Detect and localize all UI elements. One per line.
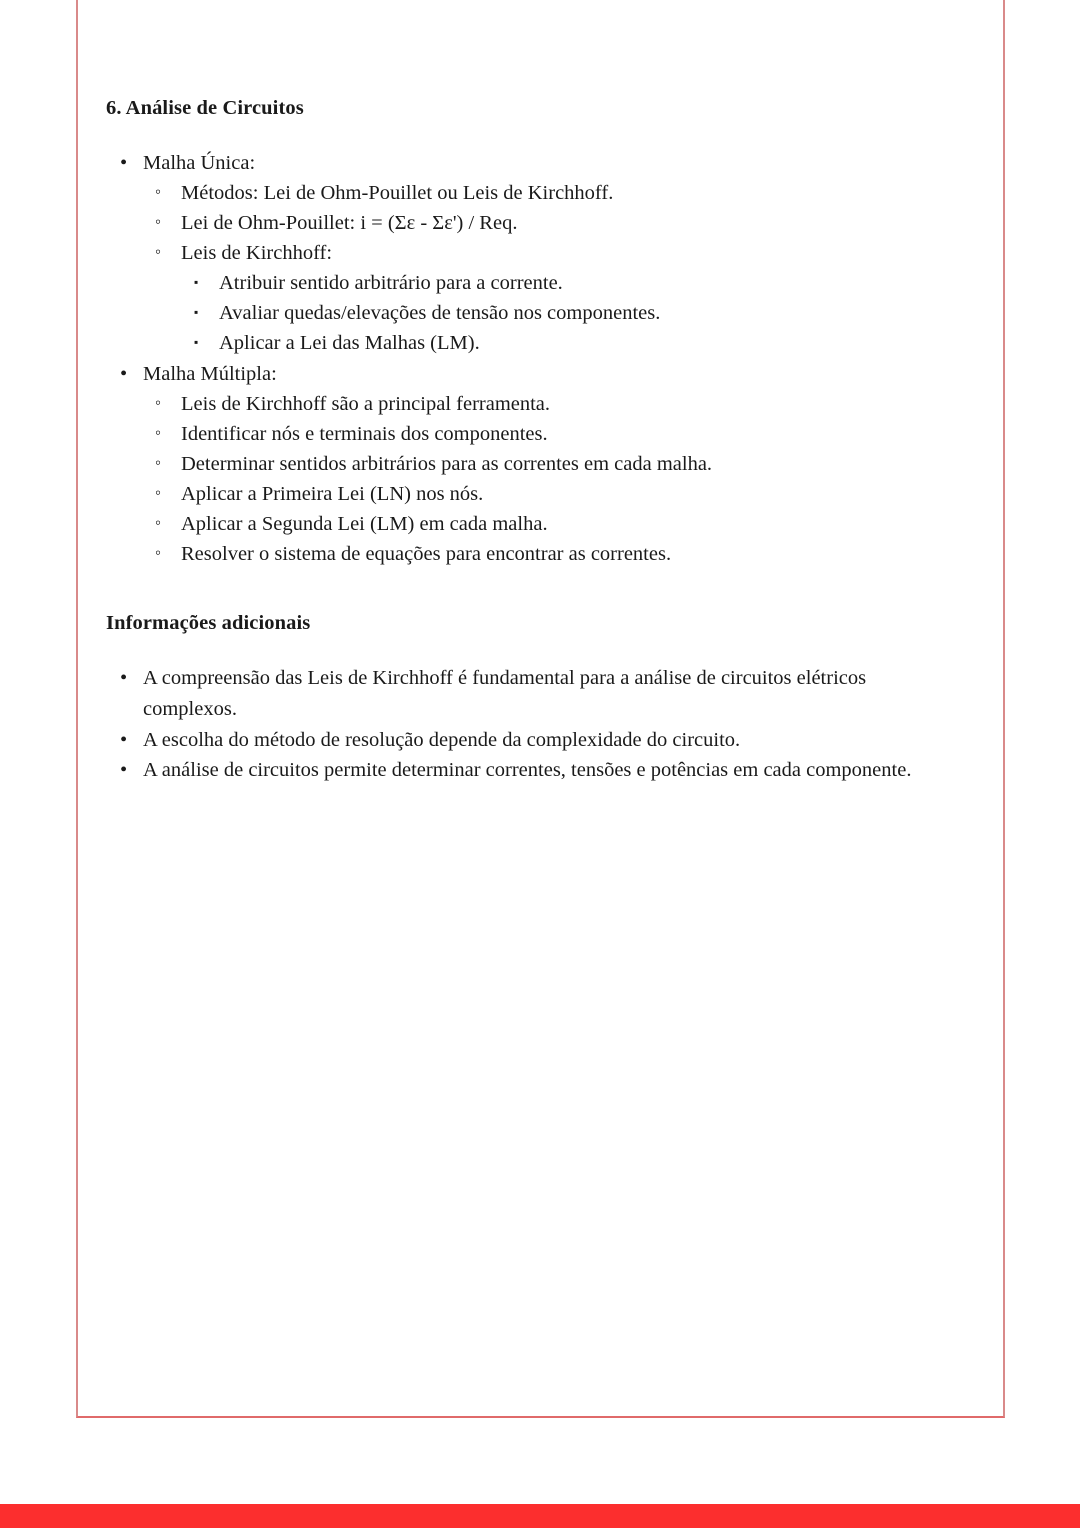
list-item-label: A escolha do método de resolução depende da complexidade do circuito.	[143, 728, 741, 751]
bullet-circle-icon: ◦	[155, 513, 162, 533]
bullet-circle-icon: ◦	[155, 452, 162, 472]
bullet-square-icon: ▪	[194, 275, 199, 290]
list-item	[143, 178, 951, 208]
list-item-label: Aplicar a Primeira Lei (LN) nos nós.	[181, 483, 484, 505]
list-item-label: Leis de Kirchhoff:	[181, 242, 333, 264]
bullet-circle-icon: ◦	[155, 242, 162, 261]
outline-list-level-1	[106, 148, 951, 570]
list-item-label: Atribuir sentido arbitrário para a corrente.	[219, 272, 563, 295]
bullet-circle-icon: ◦	[155, 392, 162, 412]
list-item-label: Lei de Ohm-Pouillet: i = (Σε - Σε') / Req.	[181, 211, 518, 234]
list-item-label: Determinar sentidos arbitrários para as correntes em cada malha.	[181, 452, 713, 475]
additional-info-list	[106, 663, 951, 786]
bullet-square-icon: ▪	[194, 335, 199, 350]
list-item-label: Malha Única:	[143, 151, 256, 174]
page-footer-bar	[0, 1504, 1080, 1528]
list-item	[143, 208, 951, 238]
list-item	[106, 755, 951, 786]
list-item-label: A análise de circuitos permite determinar correntes, tensões e potências em cada componente.	[143, 759, 912, 782]
document-content	[106, 96, 951, 786]
bullet-disc-icon: •	[120, 728, 128, 751]
list-item	[106, 148, 951, 359]
list-item-label: Métodos: Lei de Ohm-Pouillet ou Leis de Kirchhoff.	[181, 181, 614, 204]
page-title: 6. Análise de Circuitos	[106, 97, 304, 119]
list-item	[143, 539, 951, 569]
list-item-label: A compreensão das Leis de Kirchhoff é fundamental para a análise de circuitos elétricos complexos.	[143, 667, 867, 720]
list-item	[181, 298, 951, 328]
bullet-circle-icon: ◦	[155, 543, 162, 563]
list-item	[106, 725, 951, 756]
list-item	[143, 389, 951, 419]
list-item	[106, 663, 951, 725]
bullet-disc-icon: •	[120, 151, 128, 174]
list-item-label: Aplicar a Lei das Malhas (LM).	[219, 332, 480, 355]
outline-list-level-2	[143, 389, 951, 570]
additional-info-heading: Informações adicionais	[106, 612, 311, 635]
bullet-square-icon: ▪	[194, 305, 199, 320]
list-item	[143, 238, 951, 359]
bullet-circle-icon: ◦	[155, 211, 162, 231]
bullet-circle-icon: ◦	[155, 181, 162, 201]
list-item-label: Malha Múltipla:	[143, 362, 277, 385]
outline-list-level-2	[143, 178, 951, 359]
outline-list-level-3	[181, 268, 951, 358]
list-item	[143, 449, 951, 479]
list-item	[143, 479, 951, 509]
bullet-disc-icon: •	[120, 667, 128, 689]
list-item	[181, 268, 951, 298]
list-item-label: Leis de Kirchhoff são a principal ferramenta.	[181, 392, 551, 415]
list-item	[181, 328, 951, 358]
bullet-circle-icon: ◦	[155, 422, 162, 442]
list-item	[143, 419, 951, 449]
bullet-disc-icon: •	[120, 362, 128, 385]
list-item-label: Resolver o sistema de equações para encontrar as correntes.	[181, 543, 672, 566]
list-item-label: Avaliar quedas/elevações de tensão nos componentes.	[219, 302, 661, 325]
list-item-label: Identificar nós e terminais dos componentes.	[181, 422, 548, 445]
list-item	[106, 359, 951, 570]
list-item	[143, 509, 951, 539]
bullet-circle-icon: ◦	[155, 483, 162, 502]
bullet-disc-icon: •	[120, 759, 128, 782]
list-item-label: Aplicar a Segunda Lei (LM) em cada malha.	[181, 513, 548, 536]
